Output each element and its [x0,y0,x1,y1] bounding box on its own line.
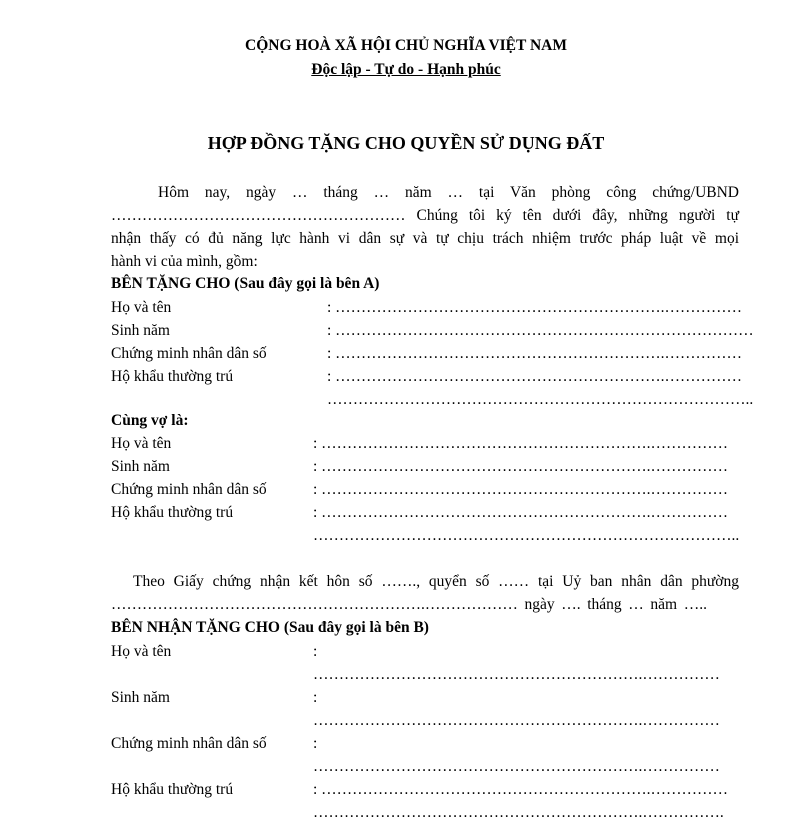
spouse-residence-value: : ……………………………………………………….…………… [313,504,729,521]
party-a-id-value: : ……………………………………………………….…………… [327,345,743,362]
party-a-id-label: Chứng minh nhân dân số [111,345,267,362]
intro-line-3-text: nhận thấy có đủ năng lực hành vi dân sự và tự chịu trách nhiệm trước pháp luật về mọi [111,230,739,247]
marriage-line-2-text: …………………………………………………….……………… ngày …. tháng … năm ….. [111,596,707,613]
document-title: HỢP ĐỒNG TẶNG CHO QUYỀN SỬ DỤNG ĐẤT [207,133,605,153]
spouse-name-label: Họ và tên [111,435,172,452]
party-b-id-colon: : [313,735,318,752]
party-a-residence-extra: ……………………………………………………………………….. [327,391,754,408]
intro-line-4: hành vi của mình, gồm: [111,253,258,270]
intro-line-3 [111,230,739,248]
party-a-residence-label: Hộ khẩu thường trú [111,368,234,385]
party-a-birth-value: : ……………………………………………………………………… [327,322,754,339]
party-b-id-label: Chứng minh nhân dân số [111,735,267,752]
party-b-name-label: Họ và tên [111,643,172,660]
party-b-birth-label: Sinh năm [111,689,170,706]
party-a-name-value: : ……………………………………………………….…………… [327,299,743,316]
spouse-residence-label: Hộ khẩu thường trú [111,504,234,521]
party-b-id-value: ……………………………………………………….…………… [313,758,720,775]
party-a-heading: BÊN TẶNG CHO (Sau đây gọi là bên A) [111,275,380,292]
party-b-name-value: ……………………………………………………….…………… [313,666,720,683]
spouse-id-value: : ……………………………………………………….…………… [313,481,729,498]
marriage-line-2 [111,596,707,614]
nation-title: CỘNG HOÀ XÃ HỘI CHỦ NGHĨA VIỆT NAM [245,37,567,54]
spouse-id-label: Chứng minh nhân dân số [111,481,267,498]
intro-line-1 [158,184,739,202]
party-a-residence-value: : ……………………………………………………….…………… [327,368,743,385]
party-b-residence-value: ……………………………………………………….……………. [313,804,724,821]
intro-line-1-text: Hôm nay, ngày … tháng … năm … tại Văn phòng công chứng/UBND [158,184,739,201]
spouse-name-value: : ……………………………………………………….…………… [313,435,729,452]
spouse-heading: Cùng vợ là: [111,412,189,429]
motto [0,61,812,79]
party-b-name-colon: : [313,643,318,660]
party-a-birth-label: Sinh năm [111,322,170,339]
party-b-birth-value: ……………………………………………………….…………… [313,712,720,729]
spouse-birth-value: : ……………………………………………………….…………… [313,458,729,475]
marriage-line-1-text: Theo Giấy chứng nhận kết hôn số ……., quyển số …… tại Uỷ ban nhân dân phường [133,573,739,590]
party-b-heading: BÊN NHẬN TẶNG CHO (Sau đây gọi là bên B) [111,619,429,636]
intro-line-2 [111,207,739,225]
party-b-residence-colon: : ……………………………………………………….…………… [313,781,729,798]
party-a-name-label: Họ và tên [111,299,172,316]
party-b-residence-label: Hộ khẩu thường trú [111,781,234,798]
intro-line-2-text: ………………………………………………… Chúng tôi ký tên dưới đây, những người tự [111,207,739,224]
marriage-line-1 [133,573,739,591]
party-b-birth-colon: : [313,689,318,706]
spouse-residence-extra: ……………………………………………………………………….. [313,527,740,544]
spouse-birth-label: Sinh năm [111,458,170,475]
motto-text: Độc lập - Tự do - Hạnh phúc [311,61,501,78]
